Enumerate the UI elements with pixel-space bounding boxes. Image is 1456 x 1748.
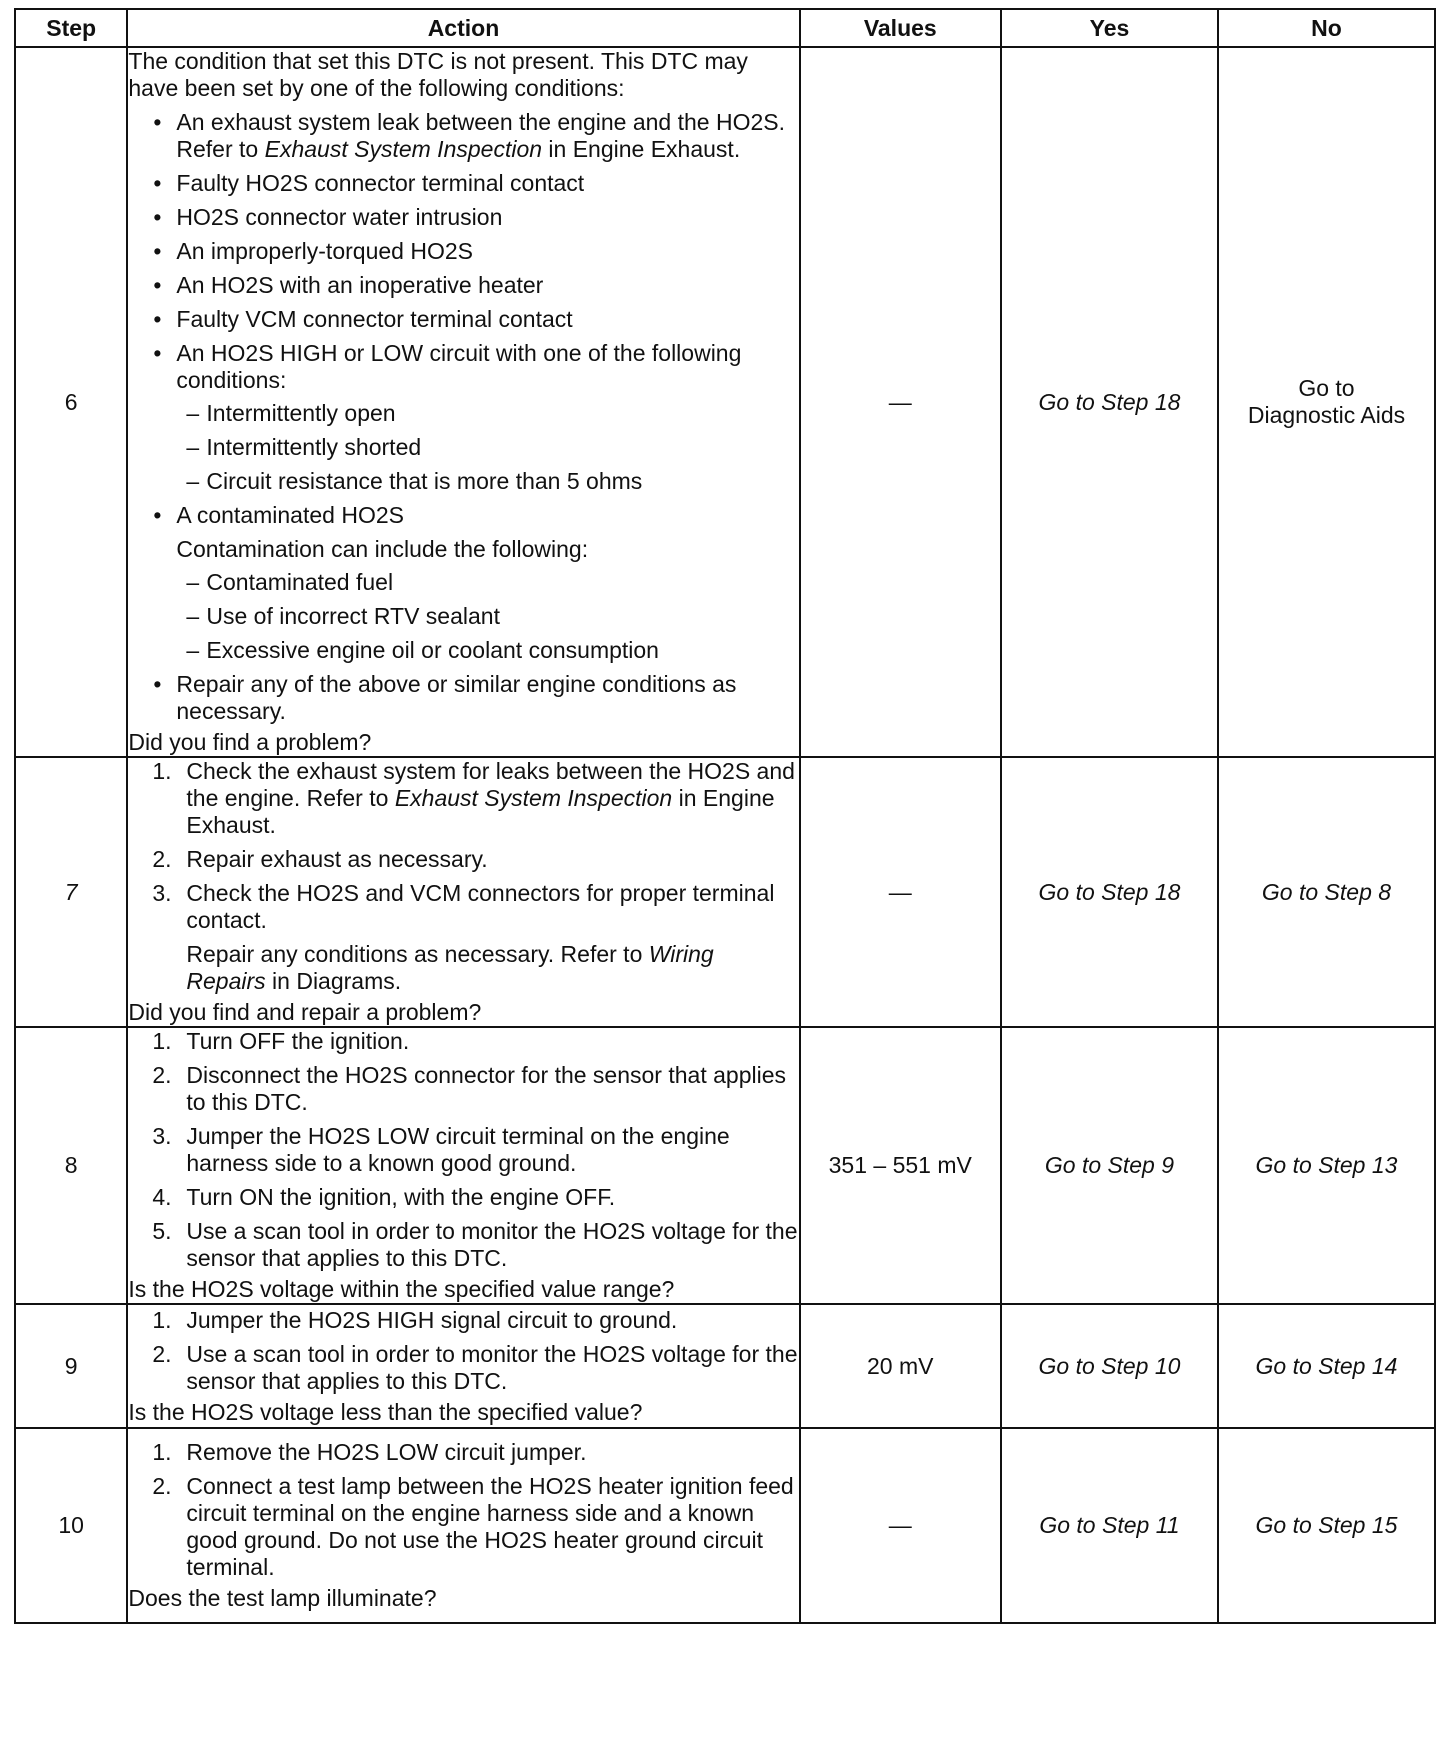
list-item: 2. Repair exhaust as necessary.: [152, 846, 488, 872]
list-item: • An HO2S with an inoperative heater: [153, 272, 798, 299]
action-intro: The condition that set this DTC is not present. This DTC may have been set by one of the following conditions:: [128, 48, 748, 101]
list-item: • Faulty HO2S connector terminal contact: [153, 170, 798, 197]
list-item: 4. Turn ON the ignition, with the engine OFF.: [152, 1184, 616, 1210]
list-item: • Faulty VCM connector terminal contact: [153, 306, 798, 333]
header-yes: Yes: [1001, 9, 1218, 47]
list-item: • An exhaust system leak between the engine and the HO2S. Refer to Exhaust System Inspection in Engine Exhaust.: [153, 109, 798, 163]
no-link: Go to Step 15: [1255, 1512, 1398, 1538]
list-item: 1. Check the exhaust system for leaks between the HO2S and the engine. Refer to Exhaust System Inspection in Engine Exhaust.: [152, 758, 795, 838]
values-cell: 20 mV: [800, 1304, 1001, 1428]
no-cell: [1218, 1027, 1435, 1304]
list-item: • A contaminated HO2S Contamination can include the following: – Contaminated fuel – Use of incorrect RTV sealant – Excessive engine oil or coolant consumption: [153, 502, 798, 664]
no-link: Go to Step 13: [1255, 1152, 1398, 1178]
header-no: No: [1218, 9, 1435, 47]
values-cell: —: [800, 47, 1001, 757]
list-item: 3. Jumper the HO2S LOW circuit terminal on the engine harness side to a known good ground.: [152, 1123, 730, 1176]
step-number: 9: [15, 1304, 127, 1428]
condition-list: [128, 109, 798, 725]
yes-link: Go to Step 11: [1039, 1512, 1180, 1538]
no-cell: [1218, 1428, 1435, 1623]
action-cell: [127, 757, 799, 1027]
list-item: • Repair any of the above or similar engine conditions as necessary.: [153, 671, 798, 725]
wiring-repairs-reference: Wiring Repairs: [186, 941, 714, 994]
list-item: 2. Disconnect the HO2S connector for the sensor that applies to this DTC.: [152, 1062, 786, 1115]
procedure-list: [128, 758, 798, 995]
table-row-step-8: [15, 1027, 1435, 1304]
action-cell: [127, 1304, 799, 1428]
step-number: 7: [15, 757, 127, 1027]
action-question: Did you find a problem?: [128, 729, 372, 755]
list-item: • An improperly-torqued HO2S: [153, 238, 798, 265]
exhaust-inspection-reference: Exhaust System Inspection: [394, 785, 673, 811]
header-action: Action: [127, 9, 799, 47]
table-row-step-10: [15, 1428, 1435, 1623]
no-cell: [1218, 757, 1435, 1027]
values-cell: —: [800, 1428, 1001, 1623]
yes-cell: [1001, 47, 1218, 757]
action-cell: [127, 1428, 799, 1623]
yes-link: Go to Step 10: [1038, 1352, 1181, 1379]
list-item: 2. Connect a test lamp between the HO2S heater ignition feed circuit terminal on the engine harness side and a known good ground. Do not use the HO2S heater ground circuit terminal.: [152, 1473, 794, 1580]
action-question: Did you find and repair a problem?: [128, 999, 482, 1025]
action-question: Does the test lamp illuminate?: [128, 1585, 437, 1611]
no-link-line-1: Go to: [1298, 375, 1355, 401]
yes-link: Go to Step 18: [1038, 878, 1181, 905]
yes-cell: [1001, 1428, 1218, 1623]
step-number: 8: [15, 1027, 127, 1304]
list-item: 1. Remove the HO2S LOW circuit jumper.: [152, 1439, 587, 1465]
exhaust-inspection-reference: Exhaust System Inspection: [264, 136, 543, 162]
repair-note: Repair any conditions as necessary. Refer to Wiring Repairs in Diagrams.: [186, 941, 714, 994]
yes-cell: [1001, 757, 1218, 1027]
step-number: 10: [15, 1428, 127, 1623]
values-cell: 351 – 551 mV: [800, 1027, 1001, 1304]
list-item: • An HO2S HIGH or LOW circuit with one of the following conditions: – Intermittently open – Intermittently shorted – Circuit resistance that is more than 5 ohms: [153, 340, 798, 495]
no-link-line-2: Diagnostic Aids: [1247, 402, 1406, 428]
list-item: 3. Check the HO2S and VCM connectors for proper terminal contact. Repair any conditions as necessary. Refer to Wiring Repairs in Diagrams.: [152, 880, 798, 995]
sub-list: [176, 569, 798, 664]
table-row-step-9: [15, 1304, 1435, 1428]
list-item: 5. Use a scan tool in order to monitor the HO2S voltage for the sensor that applies to this DTC.: [152, 1218, 798, 1271]
list-item: 1. Jumper the HO2S HIGH signal circuit to ground.: [152, 1306, 678, 1333]
sub-list-item: – Circuit resistance that is more than 5 ohms: [186, 468, 798, 495]
sub-list-item: – Intermittently open: [186, 400, 798, 427]
sub-list-item: – Intermittently shorted: [186, 434, 798, 461]
header-row: [15, 9, 1435, 47]
sub-list-item: – Excessive engine oil or coolant consumption: [186, 637, 798, 664]
yes-link: Go to Step 18: [1038, 388, 1181, 415]
table-row-step-6: [15, 47, 1435, 757]
action-question: Is the HO2S voltage less than the specified value?: [128, 1398, 643, 1425]
sub-list: [176, 400, 798, 495]
list-item: • HO2S connector water intrusion: [153, 204, 798, 231]
contamination-note: Contamination can include the following:: [176, 536, 589, 562]
yes-cell: [1001, 1027, 1218, 1304]
list-item: 1. Turn OFF the ignition.: [152, 1028, 410, 1054]
values-cell: —: [800, 757, 1001, 1027]
step-number: 6: [15, 47, 127, 757]
yes-cell: [1001, 1304, 1218, 1428]
procedure-list: [128, 1307, 798, 1395]
table-row-step-7: [15, 757, 1435, 1027]
header-values: Values: [800, 9, 1001, 47]
procedure-list: [128, 1439, 798, 1581]
action-cell: [127, 1027, 799, 1304]
no-link: Go to Step 8: [1261, 878, 1392, 905]
action-question: Is the HO2S voltage within the specified value range?: [128, 1276, 675, 1302]
no-cell: [1218, 47, 1435, 757]
yes-link: Go to Step 9: [1044, 1152, 1175, 1178]
procedure-list: [128, 1028, 798, 1272]
diagnostic-table: [14, 8, 1436, 1624]
header-step: Step: [15, 9, 127, 47]
list-item: 2. Use a scan tool in order to monitor the HO2S voltage for the sensor that applies to this DTC.: [152, 1340, 798, 1394]
action-cell: [127, 47, 799, 757]
no-link: Go to Step 14: [1255, 1352, 1398, 1379]
sub-list-item: – Use of incorrect RTV sealant: [186, 603, 798, 630]
sub-list-item: – Contaminated fuel: [186, 569, 798, 596]
no-cell: [1218, 1304, 1435, 1428]
